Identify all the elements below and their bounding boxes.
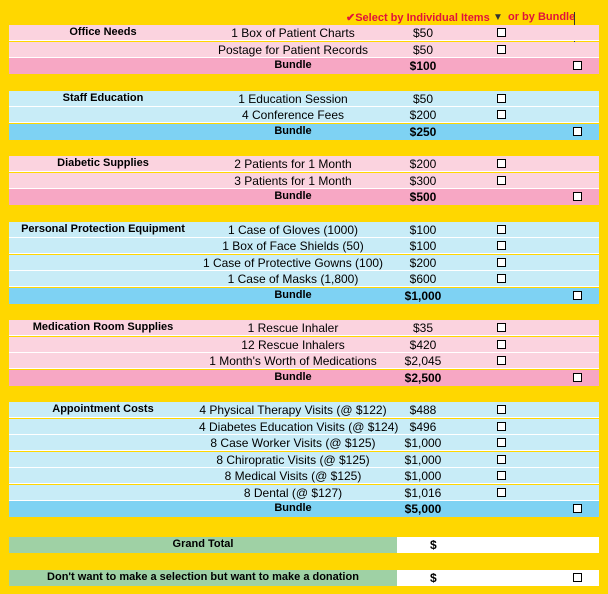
section-title: Staff Education [62,91,144,104]
item-checkbox[interactable] [497,258,506,267]
item-label: 1 Case of Masks (1,800) [227,272,359,286]
item-label: 1 Box of Face Shields (50) [222,239,364,253]
item-row [9,173,599,189]
item-checkbox[interactable] [497,422,506,431]
section-title: Appointment Costs [52,403,154,415]
grand-total-field[interactable] [397,537,599,553]
bundle-label: Bundle [274,124,312,137]
section-title: Office Needs [69,26,137,38]
bundle-heading: or by Bundle [508,11,576,23]
item-label: 2 Patients for 1 Month [234,157,352,171]
individual-items-heading: ✔Select by Individual Items [346,12,490,24]
item-label: 8 Chiropratic Visits (@ $125) [216,452,370,467]
arrow-down-icon: ▼ [493,12,503,23]
item-row [9,222,599,238]
item-price: $35 [412,321,434,335]
item-price: $200 [409,255,437,270]
item-price: $600 [409,272,437,286]
item-row [9,435,599,451]
bundle-label: Bundle [274,370,312,383]
bundle-checkbox[interactable] [573,127,582,136]
item-price: $1,000 [404,436,442,450]
item-price: $100 [409,239,437,253]
item-label: 1 Rescue Inhaler [247,321,339,335]
donation-value: $ [430,570,437,585]
item-price: $1,000 [404,469,442,483]
bundle-checkbox[interactable] [573,504,582,513]
item-row [9,468,599,484]
item-row [9,271,599,287]
bundle-row [9,58,599,74]
item-price: $100 [409,222,437,237]
item-price: $2,045 [404,354,442,368]
bundle-price: $2,500 [404,370,442,385]
item-checkbox[interactable] [497,438,506,447]
bundle-price: $500 [409,190,437,204]
donation-label: Don't want to make a selection but want to make a donation [47,570,359,583]
item-row [9,25,599,41]
item-label: 4 Physical Therapy Visits (@ $122) [199,403,387,417]
bundle-label: Bundle [274,288,312,301]
item-checkbox[interactable] [497,488,506,497]
item-price: $200 [409,157,437,171]
item-label: 1 Case of Gloves (1000) [227,222,359,237]
grand-total-row [9,537,599,553]
item-label: 12 Rescue Inhalers [241,337,345,352]
item-checkbox[interactable] [497,94,506,103]
item-row [9,42,599,58]
item-checkbox[interactable] [497,340,506,349]
item-checkbox[interactable] [497,323,506,332]
item-row [9,337,599,353]
bundle-price: $100 [409,59,437,73]
section-title: Diabetic Supplies [57,157,149,169]
item-label: 1 Case of Protective Gowns (100) [202,255,384,270]
item-row [9,402,599,418]
item-checkbox[interactable] [497,159,506,168]
item-row [9,485,599,501]
item-checkbox[interactable] [497,471,506,480]
item-price: $496 [409,419,437,434]
bundle-row [9,124,599,140]
item-checkbox[interactable] [497,455,506,464]
item-price: $1,000 [404,452,442,467]
section-title: Personal Protection Equipment [21,222,185,235]
item-price: $50 [412,42,434,57]
item-label: 1 Box of Patient Charts [231,26,355,40]
item-checkbox[interactable] [497,45,506,54]
item-label: Postage for Patient Records [217,42,369,57]
item-row [9,353,599,369]
item-checkbox[interactable] [497,405,506,414]
item-checkbox[interactable] [497,356,506,365]
bundle-price: $5,000 [404,502,442,516]
item-checkbox[interactable] [497,241,506,250]
item-row [9,320,599,336]
item-checkbox[interactable] [497,110,506,119]
header [0,0,608,25]
bundle-label: Bundle [274,502,312,514]
item-label: 1 Education Session [238,91,348,106]
grand-total-label: Grand Total [172,537,234,550]
bundle-row [9,501,599,517]
grand-total-value: $ [430,537,437,552]
donation-amount-field[interactable] [397,570,599,586]
bundle-checkbox[interactable] [573,291,582,300]
bundle-price: $1,000 [404,288,442,303]
item-price: $300 [409,173,437,188]
donation-checkbox[interactable] [573,573,582,582]
item-row [9,255,599,271]
bundle-row [9,288,599,304]
item-price: $420 [409,337,437,352]
item-label: 8 Dental (@ $127) [243,485,343,500]
item-checkbox[interactable] [497,225,506,234]
item-row [9,452,599,468]
item-price: $200 [409,108,437,122]
item-price: $488 [409,403,437,417]
item-row [9,91,599,107]
item-label: 8 Medical Visits (@ $125) [224,469,362,483]
bundle-checkbox[interactable] [573,61,582,70]
item-row [9,238,599,254]
bundle-checkbox[interactable] [573,373,582,382]
item-label: 3 Patients for 1 Month [234,173,352,188]
item-price: $50 [412,91,434,106]
checkmark-icon: ✔ [346,12,356,24]
item-row [9,156,599,172]
item-label: 1 Month's Worth of Medications [209,354,377,368]
bundle-price: $250 [409,124,437,139]
section-title: Medication Room Supplies [32,321,174,333]
bundle-row [9,189,599,205]
item-checkbox[interactable] [497,28,506,37]
item-label: 8 Case Worker Visits (@ $125) [210,436,376,450]
bundle-row [9,370,599,386]
donation-row [9,570,599,586]
item-price: $1,016 [404,485,442,500]
bundle-checkbox[interactable] [573,192,582,201]
item-price: $50 [412,26,434,40]
item-label: 4 Conference Fees [241,108,345,122]
item-row [9,419,599,435]
item-label: 4 Diabetes Education Visits (@ $124) [199,419,399,434]
item-checkbox[interactable] [497,274,506,283]
item-row [9,107,599,123]
bundle-label: Bundle [274,59,312,71]
item-checkbox[interactable] [497,176,506,185]
bundle-label: Bundle [274,190,312,202]
